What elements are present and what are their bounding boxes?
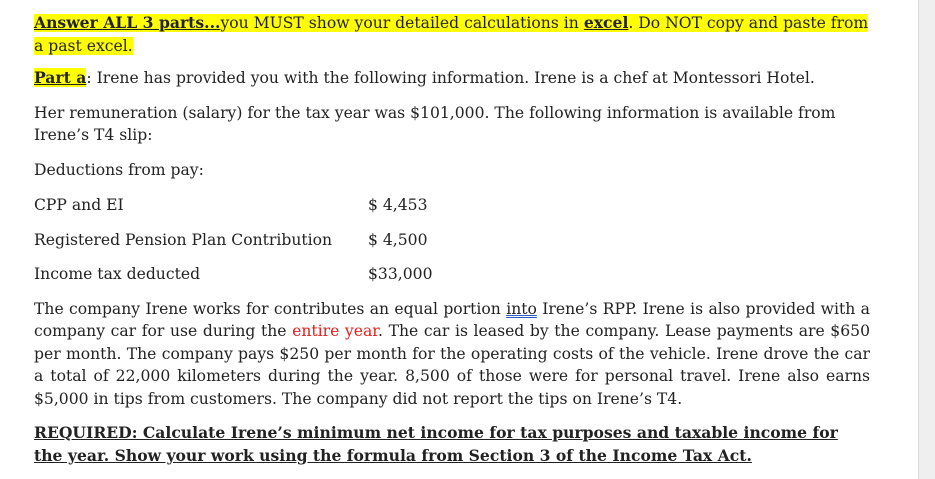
intro-bold-text: Answer ALL 3 parts... bbox=[34, 13, 221, 32]
company-text-2: Irene’s RPP. Irene is also provided with a company car for use during the bbox=[34, 299, 870, 340]
deduction-value: $ 4,453 bbox=[368, 196, 428, 214]
deduction-value: $33,000 bbox=[368, 265, 433, 283]
company-text-3: . The car is leased by the company. Lease payments are $650 per month. The company pays $250 per month for the operating costs of the vehicle. Irene drove the car a total of 22,000 kilometers during the year. 8,500 of those were for personal travel. Irene also earns $5,000 in tips from customers. The company did not report the tips on Irene’s T4. bbox=[34, 322, 870, 408]
required-paragraph: REQUIRED: Calculate Irene’s minimum net income for tax purposes and taxable income for the year. Show your work using the formula from Section 3 of the Income Tax Act. bbox=[34, 423, 838, 465]
document-content bbox=[34, 12, 870, 467]
excel-word: excel bbox=[583, 13, 629, 32]
entire-year-text: entire year bbox=[292, 322, 379, 340]
part-a-paragraph bbox=[34, 67, 870, 90]
into-word: into bbox=[506, 299, 537, 318]
remuneration-paragraph: Her remuneration (salary) for the tax year was $101,000. The following information is available from Irene’s T4 slip: bbox=[34, 103, 836, 144]
deduction-value: $ 4,500 bbox=[368, 230, 428, 249]
intro-text-1: you MUST show your detailed calculations in bbox=[220, 14, 584, 32]
part-a-text: : Irene has provided you with the following information. Irene is a chef at Montessori Hotel. bbox=[86, 69, 815, 87]
right-gutter bbox=[918, 0, 935, 479]
company-text-1: The company Irene works for contributes an equal portion bbox=[34, 299, 507, 318]
company-paragraph bbox=[34, 298, 870, 411]
deduction-label: Income tax deducted bbox=[34, 265, 201, 283]
part-a-label: Part a bbox=[34, 68, 87, 87]
deductions-heading: Deductions from pay: bbox=[34, 160, 204, 179]
deduction-label: Registered Pension Plan Contribution bbox=[34, 230, 333, 249]
intro-paragraph bbox=[34, 12, 870, 57]
deduction-row bbox=[34, 194, 870, 217]
deduction-row bbox=[34, 263, 870, 286]
deduction-label: CPP and EI bbox=[34, 196, 124, 214]
intro-text-2: . Do NOT copy and paste from a past excel. bbox=[34, 14, 869, 55]
deduction-row bbox=[34, 229, 870, 252]
